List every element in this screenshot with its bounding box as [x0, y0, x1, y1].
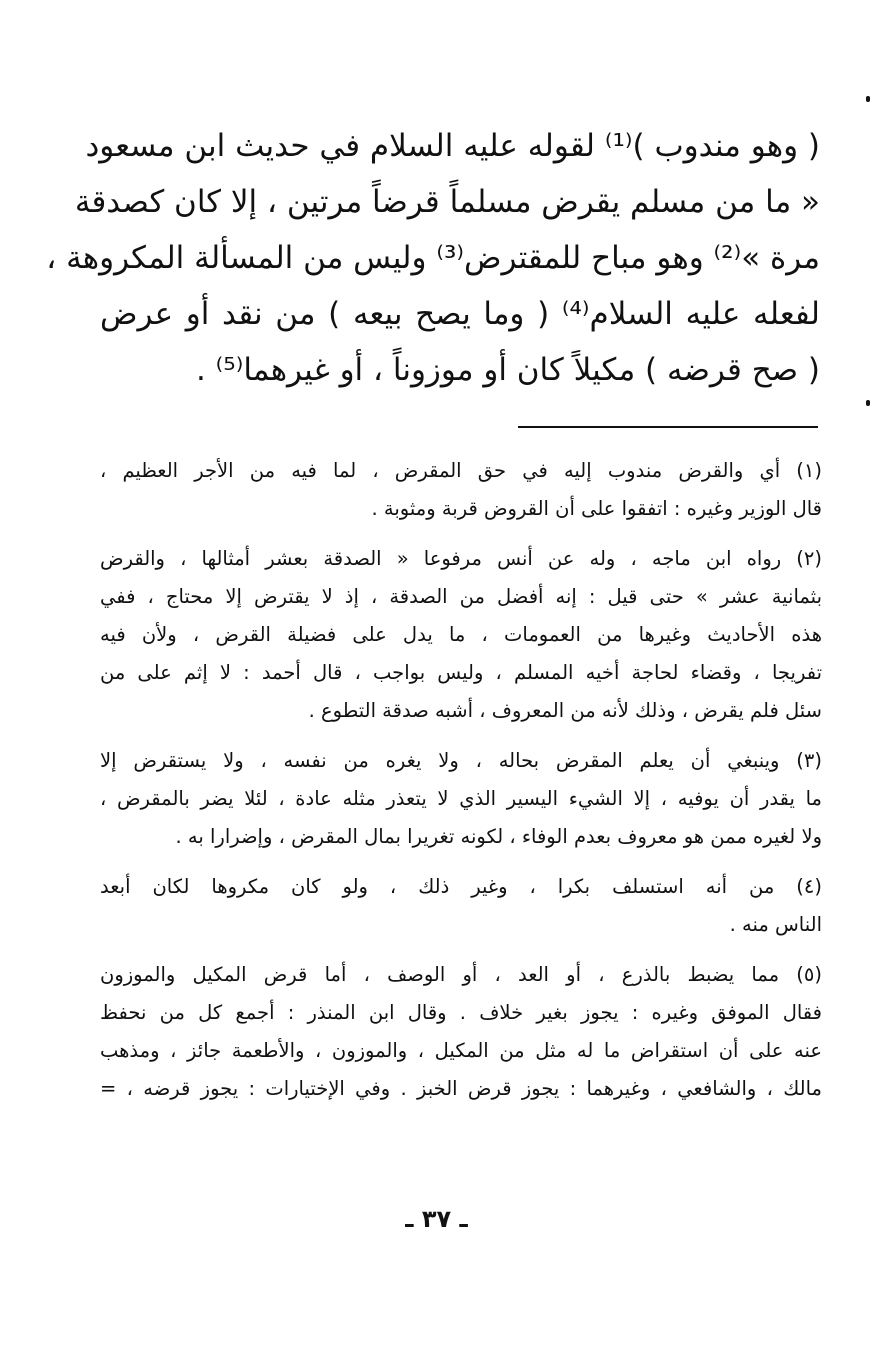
footnote-1: [100, 452, 822, 528]
footnote-divider: [518, 426, 818, 428]
main-text-line: ( صح قرضه ) مكيلاً كان أو موزوناً ، أو غيرهما⁽⁵⁾ .: [195, 352, 820, 388]
footnote-5: [100, 956, 822, 1108]
footnote-line: تفريجا ، وقضاء لحاجة أخيه المسلم ، وليس بواجب ، قال أحمد : لا إثم على من: [100, 661, 822, 684]
footnote-2: [100, 540, 822, 730]
footnote-line: ما يقدر أن يوفيه ، إلا الشيء اليسير الذي لا يتعذر مثله عادة ، لئلا يضر بالمقرض ،: [100, 787, 822, 810]
footnote-line: (٣) وينبغي أن يعلم المقرض بحاله ، ولا يغره من نفسه ، ولا يستقرض إلا: [100, 749, 822, 772]
footnotes: [100, 452, 822, 1120]
footnote-line: ولا لغيره ممن هو معروف بعدم الوفاء ، لكونه تغريرا بمال المقرض ، وإضرارا به .: [175, 825, 822, 848]
footnote-3: [100, 742, 822, 856]
main-text: [46, 118, 820, 398]
main-text-line: مرة »⁽²⁾ وهو مباح للمقترض⁽³⁾ وليس من المسألة المكروهة ،: [46, 240, 820, 276]
main-text-line: لفعله عليه السلام⁽⁴⁾ ( وما يصح بيعه ) من نقد أو عرض: [100, 296, 820, 332]
footnote-line: قال الوزير وغيره : اتفقوا على أن القروض قربة ومثوبة .: [371, 497, 822, 520]
scan-edge-mark: [866, 400, 870, 406]
footnote-line: (٢) رواه ابن ماجه ، وله عن أنس مرفوعا « الصدقة بعشر أمثالها ، والقرض: [100, 547, 822, 570]
footnote-4: [100, 868, 822, 944]
footnote-line: هذه الأحاديث وغيرها من العمومات ، ما يدل على فضيلة القرض ، ولأن فيه: [100, 623, 822, 646]
footnote-line: فقال الموفق وغيره : يجوز بغير خلاف . وقال ابن المنذر : أجمع كل من نحفظ: [100, 1001, 822, 1024]
footnote-line: الناس منه .: [729, 913, 822, 936]
footnote-line: (١) أي والقرض مندوب إليه في حق المقرض ، لما فيه من الأجر العظيم ،: [100, 459, 822, 482]
footnote-line: بثمانية عشر » حتى قيل : إنه أفضل من الصدقة ، إذ لا يقترض إلا محتاج ، ففي: [100, 585, 822, 608]
footnote-line: عنه على أن استقراض ما له مثل من المكيل ، والموزون ، والأطعمة جائز ، ومذهب: [100, 1039, 822, 1062]
footnote-line: (٥) مما يضبط بالذرع ، أو العد ، أو الوصف ، أما قرض المكيل والموزون: [100, 963, 822, 986]
page-number: ـ ٣٧ ـ: [405, 1205, 468, 1233]
footnote-line: (٤) من أنه استسلف بكرا ، وغير ذلك ، ولو كان مكروها لكان أبعد: [100, 875, 822, 898]
footnote-line: مالك ، والشافعي ، وغيرهما : يجوز قرض الخبز . وفي الإختيارات : يجوز قرضه ، =: [100, 1077, 822, 1100]
scan-edge-mark: [866, 96, 870, 102]
footnote-line: سئل فلم يقرض ، وذلك لأنه من المعروف ، أشبه صدقة التطوع .: [308, 699, 822, 722]
main-text-line: ( وهو مندوب )⁽¹⁾ لقوله عليه السلام في حديث ابن مسعود: [85, 128, 820, 164]
main-text-line: « ما من مسلم يقرض مسلماً قرضاً مرتين ، إلا كان كصدقة: [74, 184, 820, 220]
